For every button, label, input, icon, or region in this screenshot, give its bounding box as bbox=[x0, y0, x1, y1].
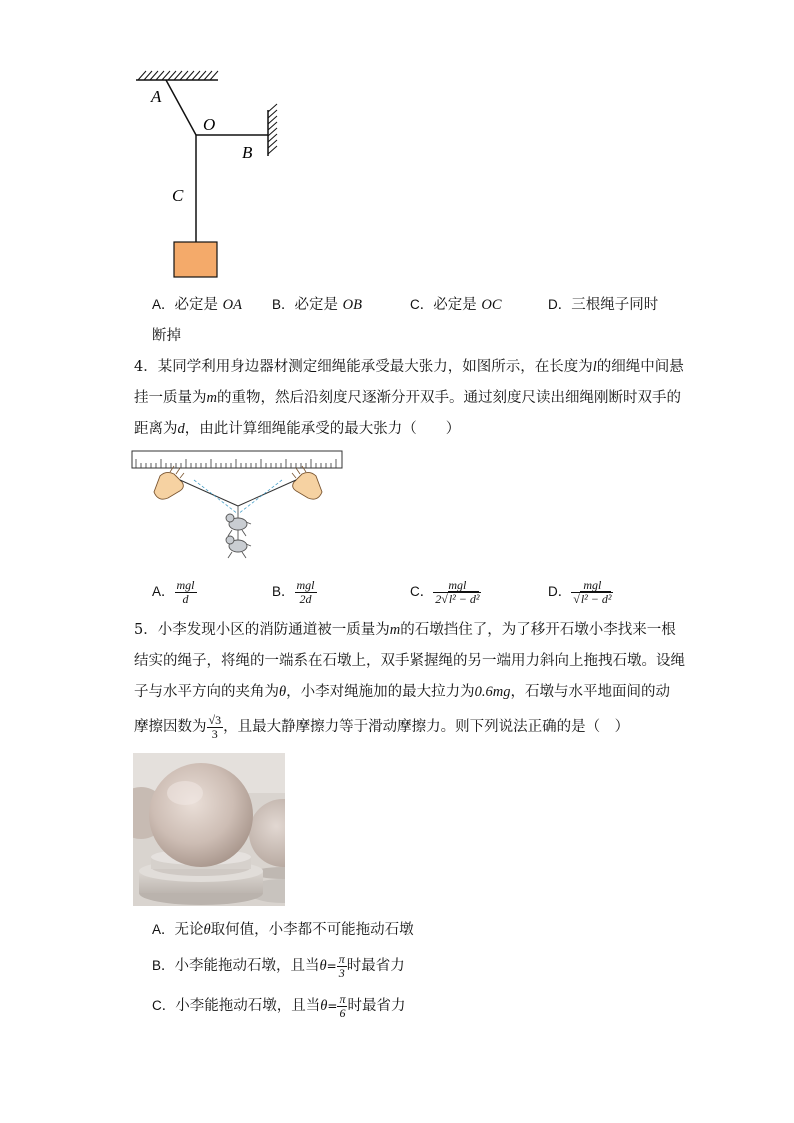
q5-line-3: 子与水平方向的夹角为θ，小李对绳施加的最大拉力为0.6mg，石墩与水平地面间的动 bbox=[134, 684, 670, 700]
q4-line-2: 挂一质量为m的重物，然后沿刻度尺逐渐分开双手。通过刻度尺读出细绳刚断时双手的 bbox=[134, 390, 681, 406]
q3-option-a[interactable]: A．必定是 OA bbox=[152, 297, 242, 313]
q4-option-b[interactable]: B． $\frac{\text{mgl}}{2d}$ bbox=[272, 577, 315, 606]
rope-knot-figure bbox=[120, 60, 320, 285]
q3-option-d-cont: 断掉 bbox=[152, 328, 181, 344]
ruler-tension-figure bbox=[130, 448, 350, 568]
q4-option-a[interactable]: A． $\frac{\text{mgl}}{d}$ bbox=[152, 577, 195, 606]
q3-option-d[interactable]: D．三根绳子同时 bbox=[548, 297, 659, 313]
q5-line-4: 摩擦因数为 $\frac{√3}{3}$ ，且最大静摩擦力等于滑动摩擦力。则下列说法正确的是（ ） bbox=[134, 712, 630, 741]
q5-option-b[interactable]: B． 小李能拖动石墩，且当 θ = $\frac{\pi}{3}$ 时最省力 bbox=[152, 951, 405, 980]
q4-line-3: 距离为d，由此计算细绳能承受的最大张力（ ） bbox=[134, 421, 461, 437]
q5-option-c[interactable]: C． 小李能拖动石墩，且当 θ = $\frac{\pi}{6}$ 时最省力 bbox=[152, 991, 406, 1020]
q3-option-c[interactable]: C．必定是 OC bbox=[410, 297, 502, 313]
q4-option-d[interactable]: D． $\frac{\text{mgl}}{\text{√l² − d²}}$ bbox=[548, 577, 612, 606]
label-o: O bbox=[203, 115, 216, 134]
label-b: B bbox=[242, 143, 253, 162]
label-a: A bbox=[151, 87, 162, 106]
hanging-block bbox=[174, 242, 217, 277]
q5-option-a[interactable]: A．无论θ取何值，小李都不可能拖动石墩 bbox=[152, 922, 414, 938]
q4-option-c[interactable]: C． $\frac{\text{mgl}}{\text{2√l² − d²}}$ bbox=[410, 577, 480, 606]
label-c: C bbox=[172, 186, 184, 205]
stone-bollard-photo bbox=[133, 753, 285, 906]
rope-oa bbox=[166, 80, 196, 135]
q5-line-1: 5．小李发现小区的消防通道被一质量为m的石墩挡住了，为了移开石墩小李找来一根 bbox=[134, 622, 676, 638]
q3-option-b[interactable]: B．必定是 OB bbox=[272, 297, 362, 313]
q5-line-2: 结实的绳子，将绳的一端系在石墩上，双手紧握绳的另一端用力斜向上拖拽石墩。设绳 bbox=[134, 653, 685, 669]
q4-line-1: 4．某同学利用身边器材测定细绳能承受最大张力，如图所示，在长度为l的细绳中间悬 bbox=[134, 359, 684, 375]
